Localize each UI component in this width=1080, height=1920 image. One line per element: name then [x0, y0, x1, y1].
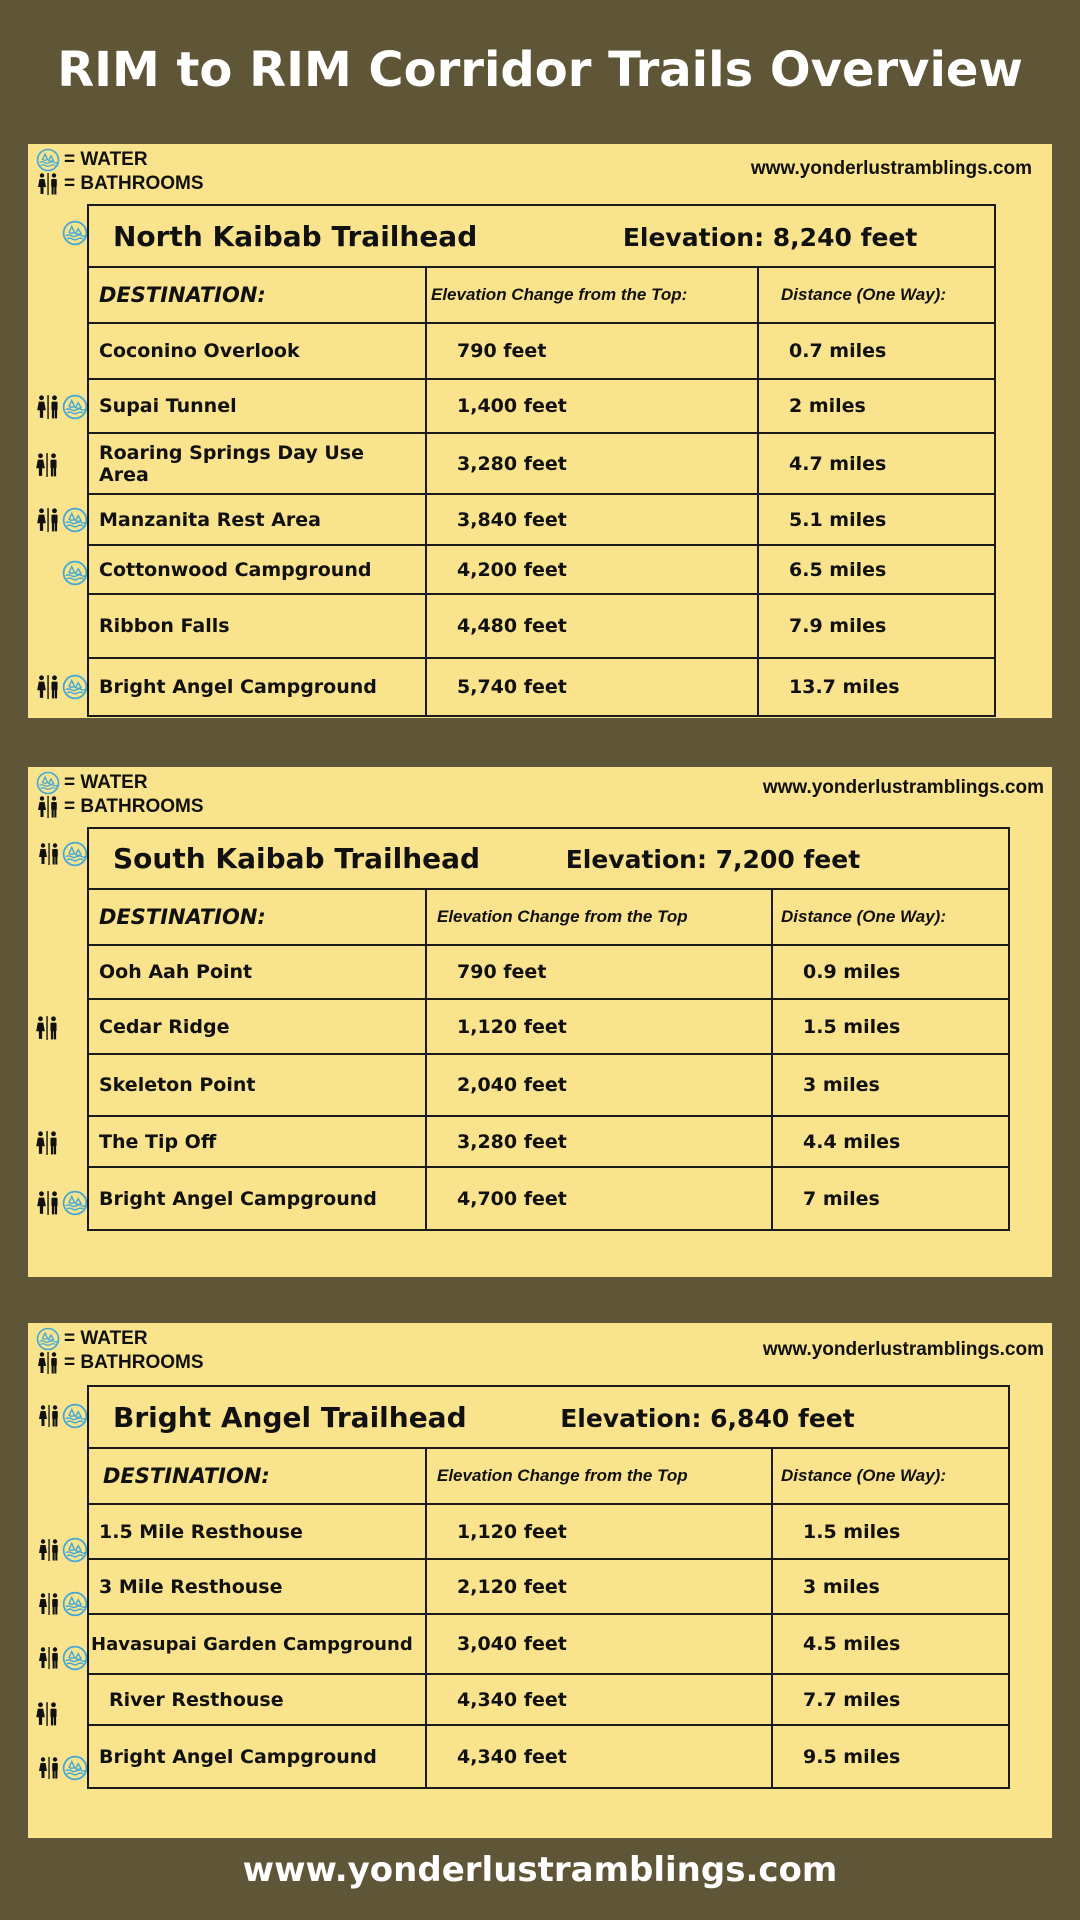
- bathroom-icon: [36, 172, 60, 196]
- trailhead-name: North Kaibab Trailhead: [113, 219, 478, 253]
- header-elevation-change: Elevation Change from the Top:: [426, 267, 758, 323]
- panel-north-kaibab: [28, 144, 1052, 718]
- table-row: [88, 999, 1009, 1054]
- bathroom-icon: [37, 841, 61, 867]
- elevation-change-cell: 3,280 feet: [426, 433, 758, 494]
- panel-south-kaibab: [28, 767, 1052, 1277]
- trail-table: [87, 1385, 1010, 1789]
- elevation-change-cell: 4,200 feet: [426, 545, 758, 594]
- legend-water: [36, 771, 204, 795]
- trail-table: [87, 827, 1010, 1231]
- destination-cell: Ooh Aah Point: [88, 945, 426, 999]
- elevation-change-cell: 3,280 feet: [426, 1116, 772, 1167]
- trailhead-amenities: [32, 1401, 88, 1431]
- row-amenities: [32, 1013, 88, 1043]
- destination-cell: Havasupai Garden Campground: [88, 1614, 426, 1674]
- legend-bathrooms-label: = BATHROOMS: [64, 173, 204, 194]
- elevation-change-cell: 1,120 feet: [426, 1504, 772, 1559]
- header-row: [88, 1448, 1009, 1504]
- panel-bright-angel: [28, 1323, 1052, 1838]
- elevation-change-cell: 4,480 feet: [426, 594, 758, 658]
- legend-water-label: = WATER: [64, 1328, 148, 1349]
- destination-cell: Coconino Overlook: [88, 323, 426, 379]
- destination-cell: Cedar Ridge: [88, 999, 426, 1054]
- table-row: [88, 379, 995, 433]
- distance-cell: 3 miles: [772, 1054, 1009, 1116]
- trail-table: [87, 204, 996, 717]
- table-row: [88, 323, 995, 379]
- row-amenities: [32, 1128, 88, 1158]
- bathroom-icon: [37, 1403, 61, 1429]
- destination-cell: Manzanita Rest Area: [88, 494, 426, 545]
- table-row: [88, 545, 995, 594]
- elevation-change-cell: 5,740 feet: [426, 658, 758, 716]
- footer-url[interactable]: www.yonderlustramblings.com: [242, 1850, 838, 1890]
- legend-water-label: = WATER: [64, 149, 148, 170]
- water-icon: [62, 1537, 88, 1563]
- legend-bathrooms-label: = BATHROOMS: [64, 796, 204, 817]
- destination-cell: Skeleton Point: [88, 1054, 426, 1116]
- elevation-change-cell: 790 feet: [426, 945, 772, 999]
- destination-cell: Bright Angel Campground: [88, 1167, 426, 1230]
- header-elevation-change: Elevation Change from the Top: [426, 889, 772, 945]
- bathroom-icon: [34, 452, 60, 478]
- header-row: [88, 267, 995, 323]
- table-row: [88, 658, 995, 716]
- bathroom-icon: [37, 1645, 61, 1671]
- bathroom-icon: [35, 1190, 61, 1216]
- elevation-change-cell: 1,400 feet: [426, 379, 758, 433]
- row-amenities: [32, 392, 88, 422]
- elevation-change-cell: 4,340 feet: [426, 1674, 772, 1725]
- destination-cell: 1.5 Mile Resthouse: [88, 1504, 426, 1559]
- row-amenities: [32, 1753, 88, 1783]
- distance-cell: 5.1 miles: [758, 494, 995, 545]
- bathroom-icon: [35, 674, 61, 700]
- table-row: [88, 1614, 1009, 1674]
- header-destination: DESTINATION:: [88, 889, 426, 945]
- distance-cell: 13.7 miles: [758, 658, 995, 716]
- legend-bathrooms: [36, 1351, 204, 1375]
- header-row: [88, 889, 1009, 945]
- header-distance: Distance (One Way):: [772, 889, 1009, 945]
- elevation-change-cell: 2,120 feet: [426, 1559, 772, 1614]
- site-url: www.yonderlustramblings.com: [750, 158, 1032, 179]
- legend-bathrooms: [36, 795, 204, 819]
- table-row: [88, 1504, 1009, 1559]
- bathroom-icon: [34, 1015, 60, 1041]
- table-row: [88, 433, 995, 494]
- row-amenities: [32, 505, 88, 535]
- header-distance: Distance (One Way):: [758, 267, 995, 323]
- distance-cell: 7.9 miles: [758, 594, 995, 658]
- elevation-change-cell: 2,040 feet: [426, 1054, 772, 1116]
- bathroom-icon: [35, 394, 61, 420]
- distance-cell: 4.7 miles: [758, 433, 995, 494]
- water-icon: [62, 1591, 88, 1617]
- legend-water-label: = WATER: [64, 772, 148, 793]
- trailhead-row: [88, 828, 1009, 889]
- water-icon: [62, 1190, 88, 1216]
- water-icon: [62, 394, 88, 420]
- bathroom-icon: [37, 1755, 61, 1781]
- legend: [36, 1327, 204, 1375]
- destination-cell: The Tip Off: [88, 1116, 426, 1167]
- distance-cell: 6.5 miles: [758, 545, 995, 594]
- row-amenities: [32, 672, 88, 702]
- destination-cell: River Resthouse: [88, 1674, 426, 1725]
- header-elevation-change: Elevation Change from the Top: [426, 1448, 772, 1504]
- legend-bathrooms-label: = BATHROOMS: [64, 1352, 204, 1373]
- trailhead-elevation: Elevation: 7,200 feet: [565, 845, 861, 874]
- bathroom-icon: [35, 507, 61, 533]
- elevation-change-cell: 3,840 feet: [426, 494, 758, 545]
- water-icon: [62, 841, 88, 867]
- destination-cell: Bright Angel Campground: [88, 1725, 426, 1788]
- trailhead-name: Bright Angel Trailhead: [113, 1400, 467, 1434]
- bathroom-icon: [34, 1130, 60, 1156]
- legend-bathrooms: [36, 172, 204, 196]
- water-icon: [62, 674, 88, 700]
- elevation-change-cell: 4,340 feet: [426, 1725, 772, 1788]
- table-row: [88, 1725, 1009, 1788]
- header-destination: DESTINATION:: [88, 1448, 426, 1504]
- water-icon: [62, 1755, 88, 1781]
- water-icon: [62, 560, 88, 586]
- bathroom-icon: [37, 1537, 61, 1563]
- legend-water: [36, 1327, 204, 1351]
- row-amenities: [32, 1699, 88, 1729]
- row-amenities: [32, 1589, 88, 1619]
- row-amenities: [32, 450, 88, 480]
- header-distance: Distance (One Way):: [772, 1448, 1009, 1504]
- elevation-change-cell: 3,040 feet: [426, 1614, 772, 1674]
- water-icon: [36, 771, 60, 795]
- distance-cell: 7.7 miles: [772, 1674, 1009, 1725]
- bathroom-icon: [36, 1351, 60, 1375]
- row-amenities: [32, 558, 88, 588]
- distance-cell: 0.7 miles: [758, 323, 995, 379]
- trailhead-amenities: [32, 839, 88, 869]
- table-row: [88, 1167, 1009, 1230]
- site-url: www.yonderlustramblings.com: [762, 777, 1044, 798]
- table-row: [88, 594, 995, 658]
- water-icon: [36, 148, 60, 172]
- water-icon: [36, 1327, 60, 1351]
- distance-cell: 4.5 miles: [772, 1614, 1009, 1674]
- trailhead-name: South Kaibab Trailhead: [113, 842, 481, 875]
- table-row: [88, 1559, 1009, 1614]
- header-destination: DESTINATION:: [88, 267, 426, 323]
- trailhead-amenities: [32, 218, 88, 248]
- bathroom-icon: [37, 1591, 61, 1617]
- legend-water: [36, 148, 204, 172]
- distance-cell: 1.5 miles: [772, 999, 1009, 1054]
- trailhead-elevation: Elevation: 8,240 feet: [622, 222, 918, 252]
- water-icon: [62, 220, 88, 246]
- table-row: [88, 1116, 1009, 1167]
- distance-cell: 2 miles: [758, 379, 995, 433]
- water-icon: [62, 1645, 88, 1671]
- distance-cell: 9.5 miles: [772, 1725, 1009, 1788]
- row-amenities: [32, 1188, 88, 1218]
- destination-cell: 3 Mile Resthouse: [88, 1559, 426, 1614]
- distance-cell: 3 miles: [772, 1559, 1009, 1614]
- legend: [36, 148, 204, 196]
- destination-cell: Ribbon Falls: [88, 594, 426, 658]
- bathroom-icon: [36, 795, 60, 819]
- distance-cell: 0.9 miles: [772, 945, 1009, 999]
- water-icon: [62, 507, 88, 533]
- elevation-change-cell: 1,120 feet: [426, 999, 772, 1054]
- elevation-change-cell: 790 feet: [426, 323, 758, 379]
- destination-cell: Bright Angel Campground: [88, 658, 426, 716]
- destination-cell: Cottonwood Campground: [88, 545, 426, 594]
- destination-cell: Supai Tunnel: [88, 379, 426, 433]
- table-row: [88, 945, 1009, 999]
- distance-cell: 7 miles: [772, 1167, 1009, 1230]
- trailhead-row: [88, 1386, 1009, 1448]
- row-amenities: [32, 1535, 88, 1565]
- page-title: RIM to RIM Corridor Trails Overview: [57, 42, 1023, 98]
- site-url: www.yonderlustramblings.com: [762, 1339, 1044, 1360]
- bathroom-icon: [34, 1701, 60, 1727]
- distance-cell: 4.4 miles: [772, 1116, 1009, 1167]
- trailhead-row: [88, 205, 995, 267]
- distance-cell: 1.5 miles: [772, 1504, 1009, 1559]
- table-row: [88, 494, 995, 545]
- elevation-change-cell: 4,700 feet: [426, 1167, 772, 1230]
- trailhead-elevation: Elevation: 6,840 feet: [560, 1403, 855, 1433]
- table-row: [88, 1674, 1009, 1725]
- row-amenities: [32, 1643, 88, 1673]
- water-icon: [62, 1403, 88, 1429]
- legend: [36, 771, 204, 819]
- destination-cell: Roaring Springs Day Use Area: [88, 433, 426, 494]
- table-row: [88, 1054, 1009, 1116]
